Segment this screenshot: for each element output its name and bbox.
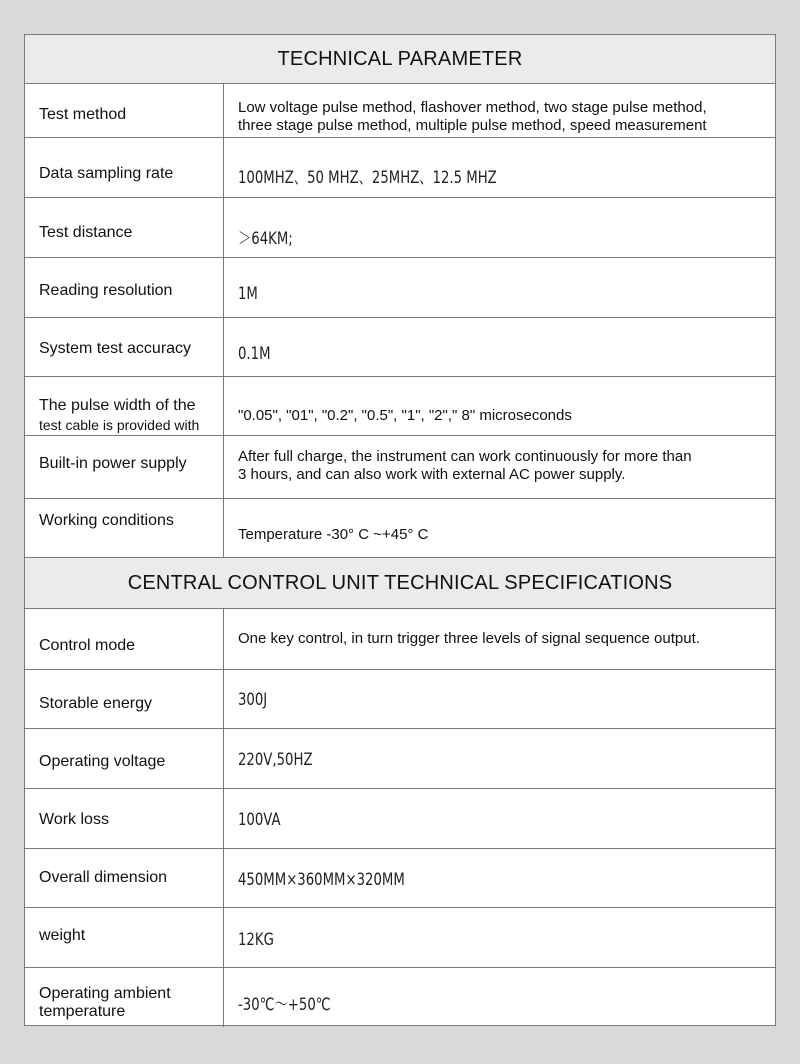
spec-label: Data sampling rate: [39, 165, 174, 182]
spec-label-cell: [25, 138, 224, 197]
spec-value-cell: [224, 138, 775, 197]
spec-value: 220V,50HZ: [238, 750, 313, 770]
spec-value-cell: [224, 84, 775, 137]
spec-value-line-2: 3 hours, and can also work with external AC power supply.: [238, 466, 626, 483]
spec-label-cell: [25, 729, 224, 788]
spec-row-system-test-accuracy: [25, 318, 775, 377]
spec-row-working-conditions: [25, 499, 775, 558]
spec-value-cell: [224, 499, 775, 557]
spec-label-cell: [25, 84, 224, 137]
spec-label-cell: [25, 670, 224, 728]
spec-value-line-1: After full charge, the instrument can work continuously for more than: [238, 448, 692, 465]
spec-label: Overall dimension: [39, 869, 168, 886]
spec-value: 100VA: [238, 810, 281, 830]
spec-value-line-2: three stage pulse method, multiple pulse method, speed measurement: [238, 117, 707, 134]
spec-value: ＞64KM;: [238, 229, 293, 249]
spec-value: 0.1M: [238, 344, 271, 364]
spec-value-cell: [224, 377, 775, 435]
spec-value-line-1: Low voltage pulse method, flashover method, two stage pulse method,: [238, 99, 707, 116]
spec-label-cell: [25, 609, 224, 669]
spec-value: "0.05", "01", "0.2", "0.5", "1", "2"," 8" microseconds: [238, 407, 572, 424]
spec-row-test-distance: [25, 198, 775, 258]
spec-label-cell: [25, 849, 224, 907]
spec-value-cell: [224, 670, 775, 728]
spec-value-cell: [224, 436, 775, 498]
spec-row-data-sampling-rate: [25, 138, 775, 198]
spec-label: Test method: [39, 106, 127, 123]
spec-value-cell: [224, 789, 775, 848]
spec-row-operating-ambient-temperature: [25, 968, 775, 1027]
spec-label: Test distance: [39, 224, 133, 241]
spec-value-cell: [224, 258, 775, 317]
spec-row-power-supply: [25, 436, 775, 499]
spec-label: Work loss: [39, 811, 109, 828]
spec-value-cell: [224, 609, 775, 669]
spec-label-line-1: Operating ambient: [39, 985, 171, 1002]
spec-value-cell: [224, 849, 775, 907]
spec-label-cell: [25, 908, 224, 967]
spec-value: One key control, in turn trigger three levels of signal sequence output.: [238, 630, 700, 647]
spec-sheet: [24, 34, 776, 1026]
section-title: CENTRAL CONTROL UNIT TECHNICAL SPECIFICATIONS: [127, 571, 673, 594]
spec-value: 12KG: [238, 930, 274, 950]
spec-label: Control mode: [39, 637, 136, 654]
spec-value-cell: [224, 968, 775, 1027]
spec-value-cell: [224, 908, 775, 967]
section-header-technical-parameter: [25, 35, 775, 84]
spec-label-cell: [25, 436, 224, 498]
spec-label-line-2: temperature: [39, 1003, 126, 1020]
spec-value: 100MHZ、50 MHZ、25MHZ、12.5 MHZ: [238, 168, 497, 188]
spec-row-overall-dimension: [25, 849, 775, 908]
spec-value: 300J: [238, 690, 268, 710]
spec-value-cell: [224, 318, 775, 376]
spec-label-line-2: test cable is provided with: [39, 417, 200, 433]
spec-label: System test accuracy: [39, 340, 192, 357]
spec-label: Storable energy: [39, 695, 152, 712]
section-header-central-control-unit: [25, 558, 775, 609]
spec-label-cell: [25, 377, 224, 435]
spec-row-reading-resolution: [25, 258, 775, 318]
spec-label-cell: [25, 198, 224, 257]
spec-label: weight: [39, 927, 86, 944]
spec-label-line-1: The pulse width of the: [39, 397, 196, 414]
spec-value: Temperature -30° C ~+45° C: [238, 526, 429, 543]
section-title: TECHNICAL PARAMETER: [277, 47, 523, 70]
spec-row-operating-voltage: [25, 729, 775, 789]
spec-label: Operating voltage: [39, 753, 166, 770]
spec-row-weight: [25, 908, 775, 968]
spec-value-cell: [224, 729, 775, 788]
spec-row-pulse-width: [25, 377, 775, 436]
spec-label: Reading resolution: [39, 282, 173, 299]
spec-value: 450MM×360MM×320MM: [238, 870, 405, 890]
spec-label-cell: [25, 318, 224, 376]
spec-row-work-loss: [25, 789, 775, 849]
spec-label-cell: [25, 968, 224, 1027]
spec-row-storable-energy: [25, 670, 775, 729]
spec-label-cell: [25, 499, 224, 557]
spec-row-control-mode: [25, 609, 775, 670]
spec-label: Working conditions: [39, 512, 174, 529]
spec-label-cell: [25, 258, 224, 317]
spec-value: -30℃～+50℃: [238, 995, 331, 1015]
spec-row-test-method: [25, 84, 775, 138]
spec-value: 1M: [238, 284, 258, 304]
spec-value-cell: [224, 198, 775, 257]
spec-label: Built-in power supply: [39, 455, 187, 472]
spec-label-cell: [25, 789, 224, 848]
